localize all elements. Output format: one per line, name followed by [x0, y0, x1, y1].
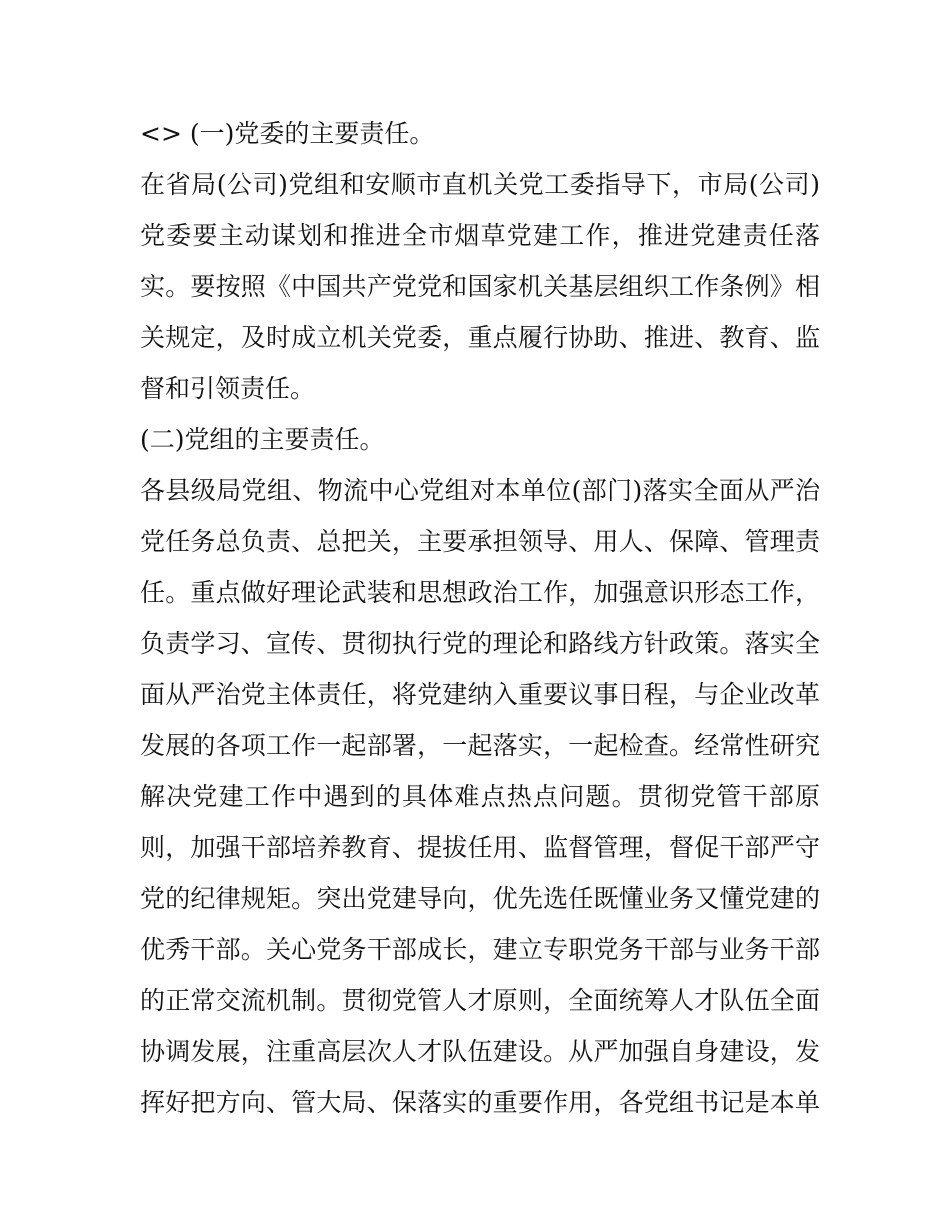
paragraph-line: 优秀干部。关心党务干部成长，建立专职党务干部与业务干部: [140, 935, 820, 964]
paragraph-line: 则，加强干部培养教育、提拔任用、监督管理，督促干部严守: [140, 833, 820, 862]
paragraph-line: 督和引领责任。: [140, 374, 316, 403]
paragraph-line: 各县级局党组、物流中心党组对本单位(部门)落实全面从严治: [140, 476, 820, 505]
paragraph-line: 的正常交流机制。贯彻党管人才原则，全面统筹人才队伍全面: [140, 986, 820, 1015]
paragraph-line: 解决党建工作中遇到的具体难点热点问题。贯彻党管干部原: [140, 782, 820, 811]
paragraph-line: 挥好把方向、管大局、保落实的重要作用，各党组书记是本单: [140, 1088, 820, 1117]
paragraph-line: 在省局(公司)党组和安顺市直机关党工委指导下，市局(公司): [140, 170, 820, 199]
paragraph-line: 协调发展，注重高层次人才队伍建设。从严加强自身建设，发: [140, 1037, 820, 1066]
section-heading-party-committee: <> (一)党委的主要责任。: [140, 119, 435, 148]
paragraph-line: 关规定，及时成立机关党委，重点履行协助、推进、教育、监: [140, 323, 820, 352]
paragraph-line: 党委要主动谋划和推进全市烟草党建工作，推进党建责任落: [140, 221, 820, 250]
paragraph-line: 实。要按照《中国共产党党和国家机关基层组织工作条例》相: [140, 272, 820, 301]
paragraph-line: 发展的各项工作一起部署，一起落实，一起检查。经常性研究: [140, 731, 820, 760]
document-body: [140, 108, 820, 1128]
paragraph-line: 任。重点做好理论武装和思想政治工作，加强意识形态工作，: [140, 578, 820, 607]
paragraph-line: 党的纪律规矩。突出党建导向，优先选任既懂业务又懂党建的: [140, 884, 820, 913]
paragraph-line: 党任务总负责、总把关，主要承担领导、用人、保障、管理责: [140, 527, 820, 556]
section-heading-party-group: (二)党组的主要责任。: [140, 425, 385, 454]
paragraph-line: 负责学习、宣传、贯彻执行党的理论和路线方针政策。落实全: [140, 629, 820, 658]
paragraph-line: 面从严治党主体责任，将党建纳入重要议事日程，与企业改革: [140, 680, 820, 709]
